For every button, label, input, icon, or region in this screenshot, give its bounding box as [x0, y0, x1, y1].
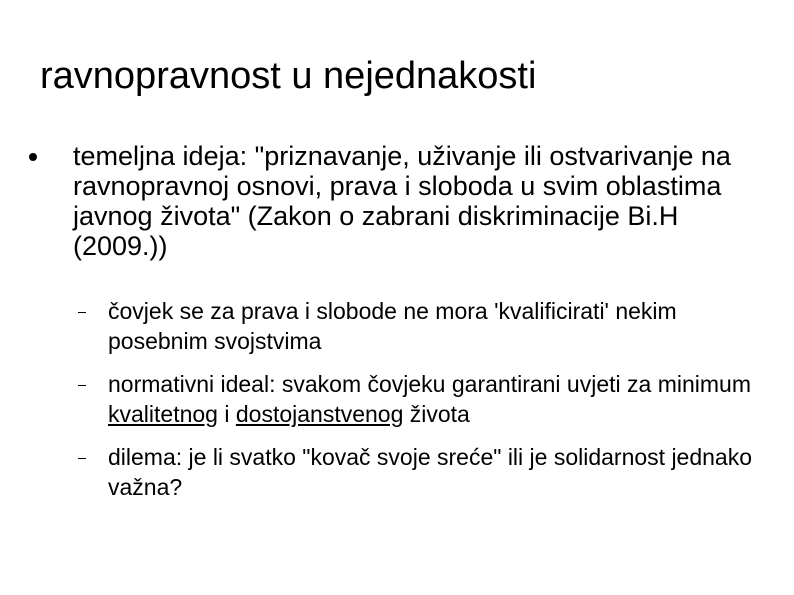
sub-bullet-list — [78, 296, 768, 515]
sub-bullet-text-part: normativni ideal: svakom čovjeku garantirani uvjeti za minimum — [108, 371, 751, 397]
slide-title: ravnopravnost u nejednakosti — [40, 55, 537, 97]
underlined-word: dostojanstvenog — [235, 401, 404, 427]
sub-bullet-text: čovjek se za prava i slobode ne mora 'kvalificirati' nekim posebnim svojstvima — [108, 298, 677, 354]
sub-bullet-text-part: i — [217, 401, 236, 427]
sub-bullet-item — [78, 296, 768, 356]
main-bullet — [29, 141, 759, 261]
bullet-dot-icon — [29, 153, 37, 161]
sub-bullet-item — [78, 369, 768, 429]
sub-bullet-text-part: života — [403, 401, 470, 427]
sub-bullet-text: dilema: je li svatko "kovač svoje sreće" ili je solidarnost jednako važna? — [108, 444, 753, 500]
underlined-word: kvalitetnog — [108, 401, 218, 427]
sub-bullet-item — [78, 442, 768, 502]
sub-bullet-text — [108, 369, 768, 429]
main-bullet-text: temeljna ideja: "priznavanje, uživanje ili ostvarivanje na ravnopravnoj osnovi, prava i sloboda u svim oblastima javnog života" (Zakon o zabrani diskriminacije Bi.H (2009.)) — [73, 141, 731, 261]
